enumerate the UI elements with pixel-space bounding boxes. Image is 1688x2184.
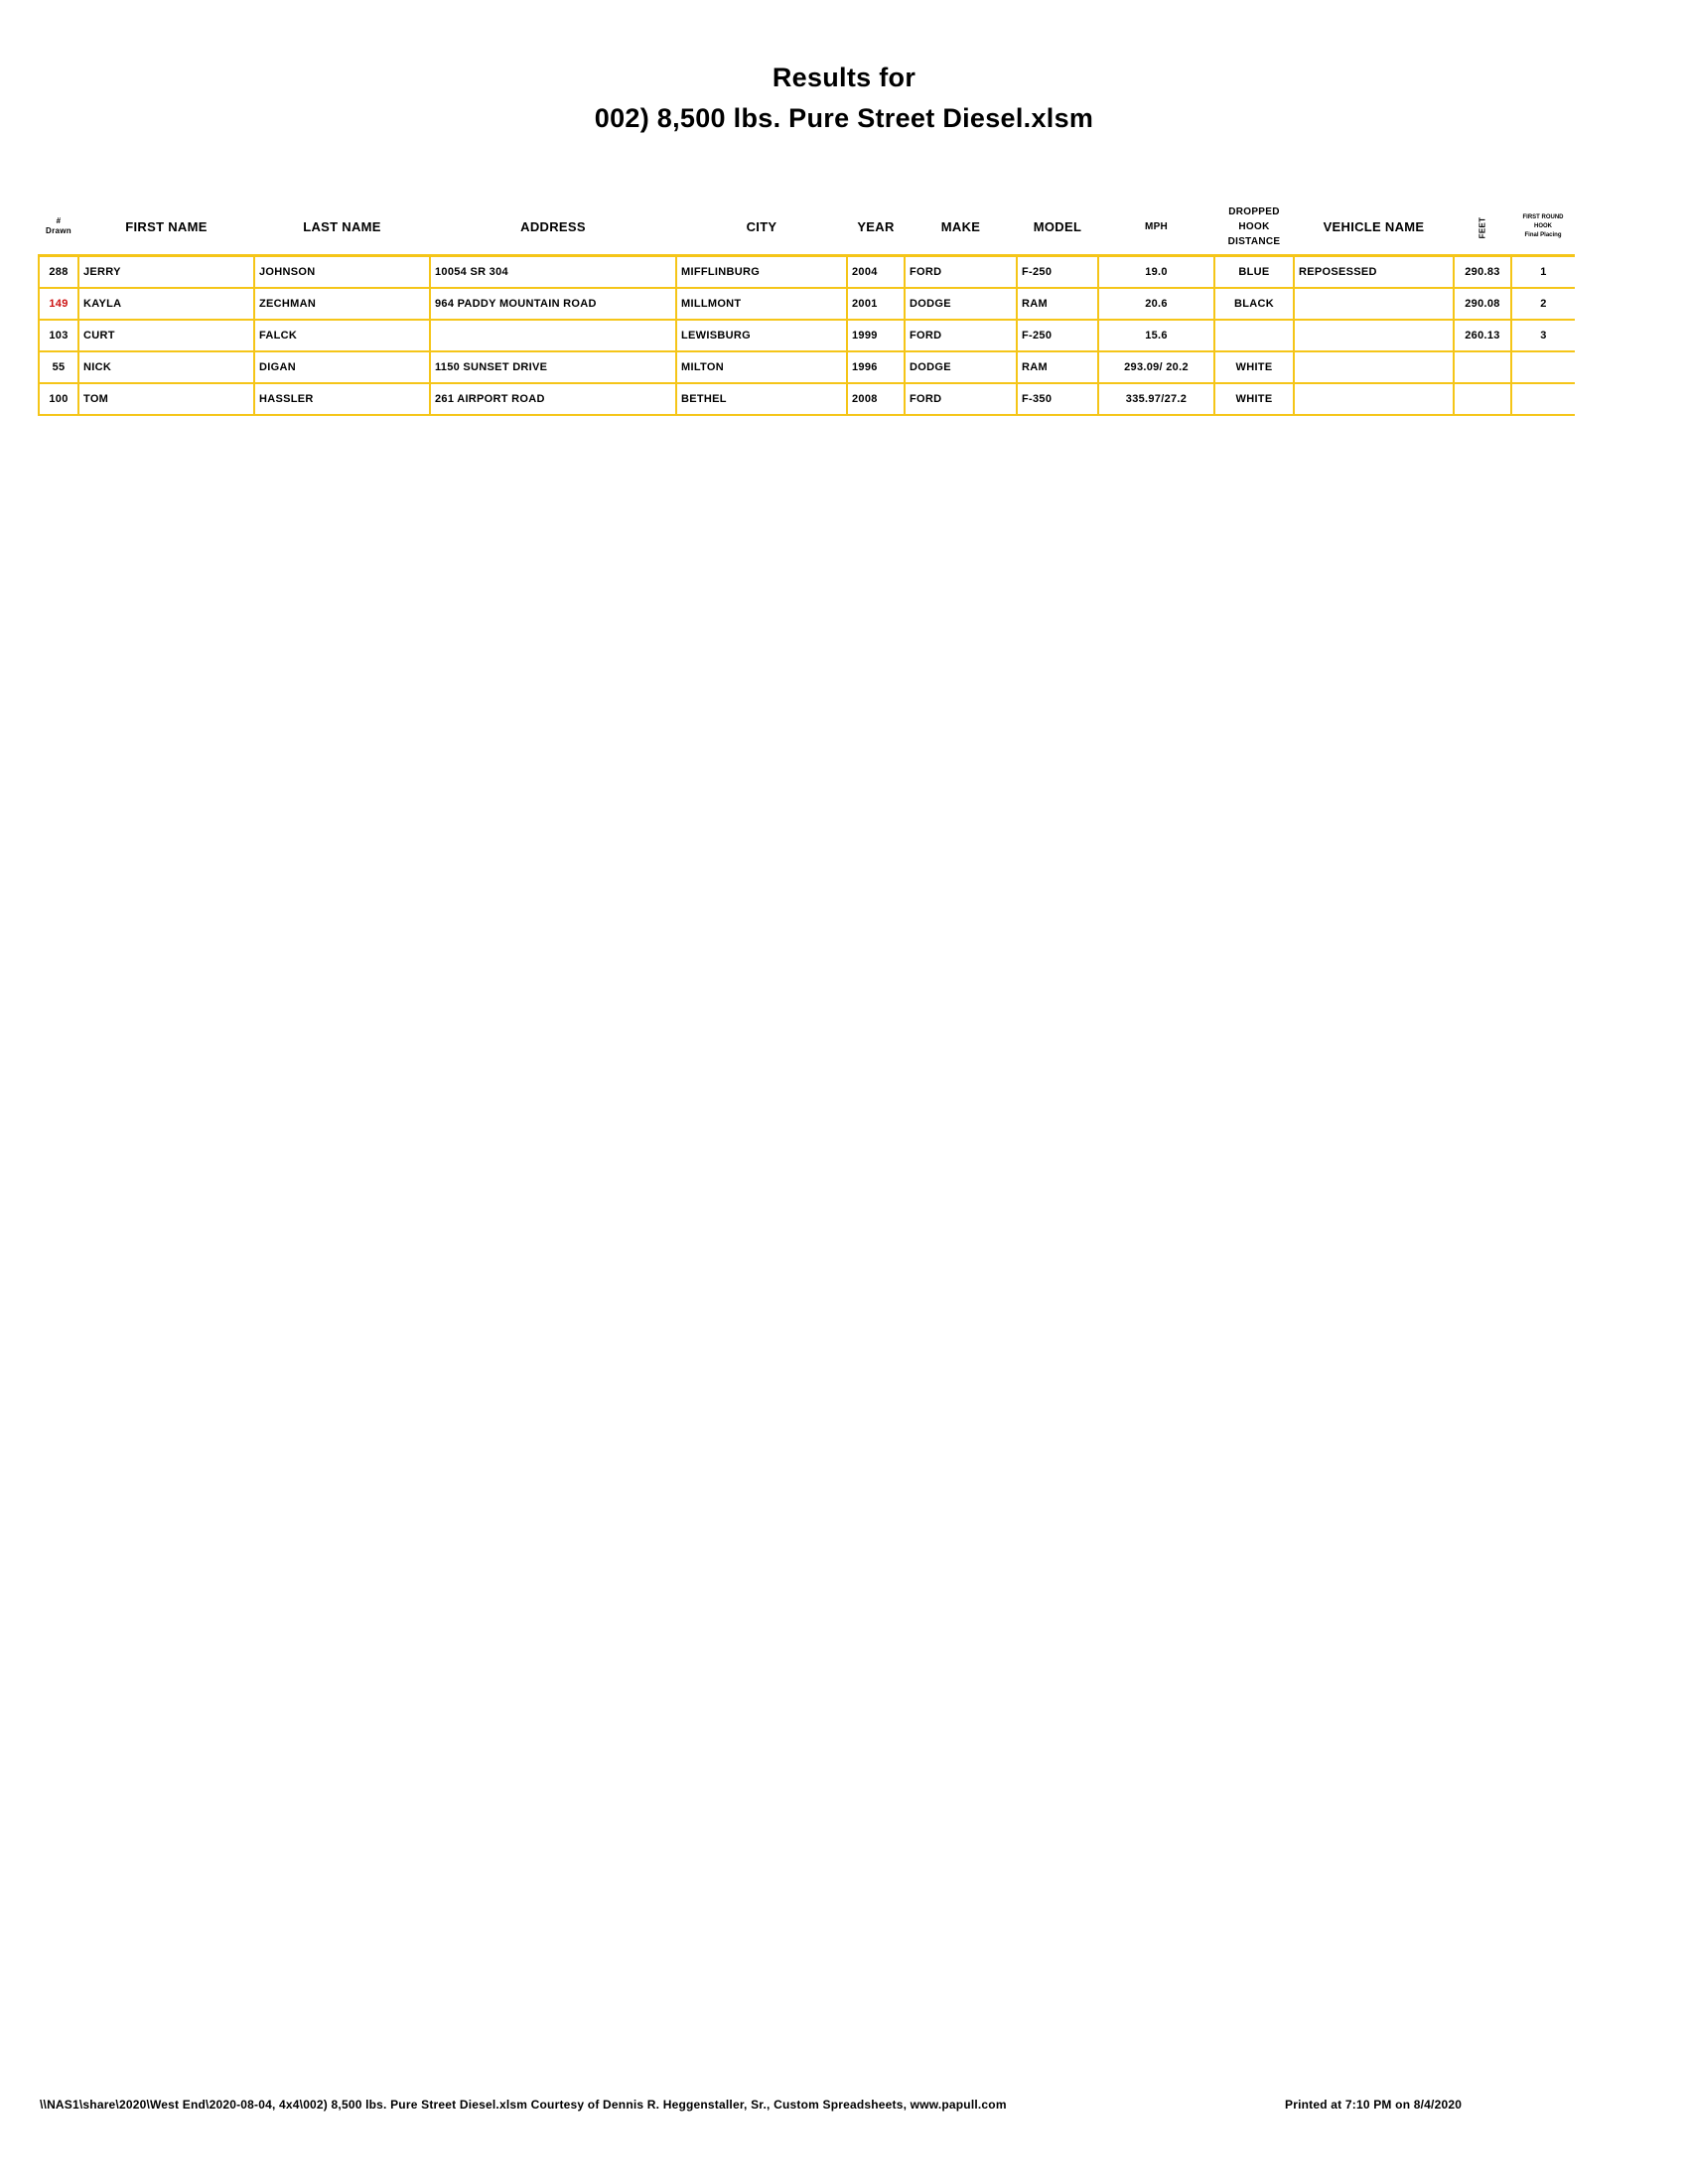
- header-address: ADDRESS: [430, 199, 676, 256]
- cell-drawn: 288: [39, 256, 78, 289]
- cell-make: FORD: [905, 383, 1017, 415]
- page-subtitle: 002) 8,500 lbs. Pure Street Diesel.xlsm: [594, 103, 1094, 133]
- header-year: YEAR: [847, 199, 905, 256]
- cell-city: MIFFLINBURG: [676, 256, 847, 289]
- cell-year: 2001: [847, 288, 905, 320]
- cell-mph: 20.6: [1098, 288, 1214, 320]
- cell-mph: 293.09/ 20.2: [1098, 351, 1214, 383]
- cell-model: F-250: [1017, 256, 1098, 289]
- cell-drawn: 149: [39, 288, 78, 320]
- cell-dropped-hook: WHITE: [1214, 351, 1294, 383]
- cell-make: DODGE: [905, 288, 1017, 320]
- results-table: [38, 199, 1575, 416]
- table-header: [39, 199, 1575, 256]
- cell-placing: [1511, 351, 1575, 383]
- cell-feet: 260.13: [1454, 320, 1511, 351]
- cell-feet: [1454, 383, 1511, 415]
- cell-vehicle-name: [1294, 320, 1454, 351]
- table-row: [39, 288, 1575, 320]
- cell-make: FORD: [905, 256, 1017, 289]
- cell-last-name: JOHNSON: [254, 256, 430, 289]
- table-row: [39, 320, 1575, 351]
- cell-address: 10054 SR 304: [430, 256, 676, 289]
- cell-feet: 290.08: [1454, 288, 1511, 320]
- cell-first-name: NICK: [78, 351, 254, 383]
- cell-model: F-250: [1017, 320, 1098, 351]
- footer-printed-at: Printed at 7:10 PM on 8/4/2020: [1285, 2098, 1463, 2112]
- cell-city: MILLMONT: [676, 288, 847, 320]
- table-row: [39, 256, 1575, 289]
- cell-address: 1150 SUNSET DRIVE: [430, 351, 676, 383]
- cell-placing: [1511, 383, 1575, 415]
- header-first-round-hook: FIRST ROUND HOOK Final Placing: [1511, 199, 1575, 256]
- cell-dropped-hook: WHITE: [1214, 383, 1294, 415]
- cell-year: 2008: [847, 383, 905, 415]
- cell-drawn: 55: [39, 351, 78, 383]
- cell-year: 1999: [847, 320, 905, 351]
- cell-placing: 3: [1511, 320, 1575, 351]
- table-body: [39, 256, 1575, 416]
- cell-placing: 1: [1511, 256, 1575, 289]
- header-make: MAKE: [905, 199, 1017, 256]
- header-drawn: # Drawn: [39, 199, 78, 256]
- header-vehicle-name: VEHICLE NAME: [1294, 199, 1454, 256]
- cell-model: F-350: [1017, 383, 1098, 415]
- header-first-name: FIRST NAME: [78, 199, 254, 256]
- cell-last-name: DIGAN: [254, 351, 430, 383]
- header-mph: MPH: [1098, 199, 1214, 256]
- table-row: [39, 351, 1575, 383]
- cell-address: 964 PADDY MOUNTAIN ROAD: [430, 288, 676, 320]
- cell-city: BETHEL: [676, 383, 847, 415]
- cell-dropped-hook: BLACK: [1214, 288, 1294, 320]
- cell-city: MILTON: [676, 351, 847, 383]
- cell-vehicle-name: [1294, 288, 1454, 320]
- cell-first-name: TOM: [78, 383, 254, 415]
- cell-vehicle-name: [1294, 383, 1454, 415]
- cell-address: 261 AIRPORT ROAD: [430, 383, 676, 415]
- header-last-name: LAST NAME: [254, 199, 430, 256]
- cell-vehicle-name: REPOSESSED: [1294, 256, 1454, 289]
- cell-last-name: ZECHMAN: [254, 288, 430, 320]
- table-row: [39, 383, 1575, 415]
- cell-vehicle-name: [1294, 351, 1454, 383]
- cell-first-name: CURT: [78, 320, 254, 351]
- cell-placing: 2: [1511, 288, 1575, 320]
- cell-drawn: 100: [39, 383, 78, 415]
- cell-address: [430, 320, 676, 351]
- cell-year: 1996: [847, 351, 905, 383]
- page-title: Results for: [772, 63, 916, 92]
- cell-feet: 290.83: [1454, 256, 1511, 289]
- footer-file-path: \\NAS1\share\2020\West End\2020-08-04, 4x4\002) 8,500 lbs. Pure Street Diesel.xlsm Courtesy of Dennis R. Heggenstaller, Sr., Custom Spreadsheets, www.papull.com: [40, 2098, 1007, 2112]
- header-dropped-hook-distance: DROPPED HOOK DISTANCE: [1214, 199, 1294, 256]
- cell-year: 2004: [847, 256, 905, 289]
- cell-city: LEWISBURG: [676, 320, 847, 351]
- cell-mph: 335.97/27.2: [1098, 383, 1214, 415]
- cell-first-name: KAYLA: [78, 288, 254, 320]
- cell-make: FORD: [905, 320, 1017, 351]
- cell-mph: 19.0: [1098, 256, 1214, 289]
- cell-make: DODGE: [905, 351, 1017, 383]
- cell-feet: [1454, 351, 1511, 383]
- cell-last-name: FALCK: [254, 320, 430, 351]
- header-feet: FEET: [1454, 199, 1511, 256]
- cell-model: RAM: [1017, 351, 1098, 383]
- header-city: CITY: [676, 199, 847, 256]
- cell-first-name: JERRY: [78, 256, 254, 289]
- cell-mph: 15.6: [1098, 320, 1214, 351]
- header-model: MODEL: [1017, 199, 1098, 256]
- cell-dropped-hook: [1214, 320, 1294, 351]
- cell-drawn: 103: [39, 320, 78, 351]
- cell-model: RAM: [1017, 288, 1098, 320]
- cell-dropped-hook: BLUE: [1214, 256, 1294, 289]
- cell-last-name: HASSLER: [254, 383, 430, 415]
